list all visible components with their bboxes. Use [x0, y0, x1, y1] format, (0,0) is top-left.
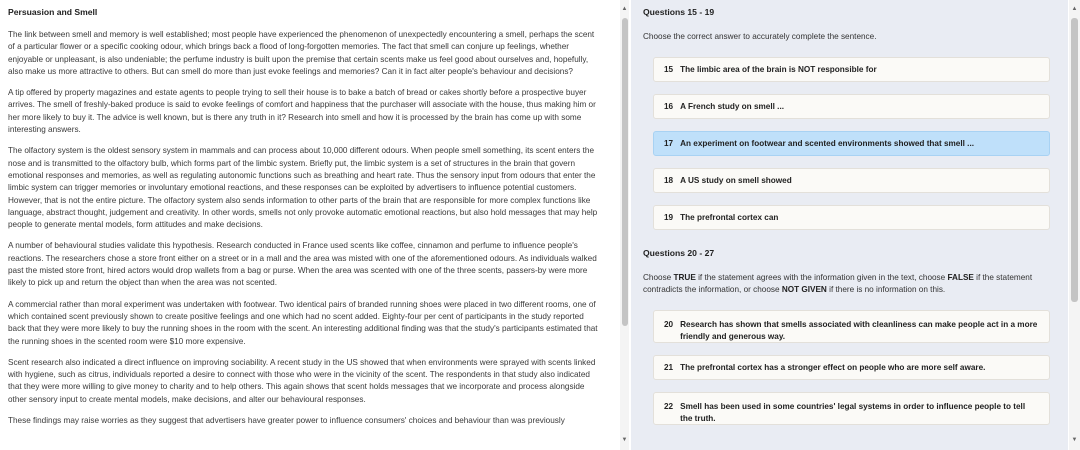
question-number: 22: [664, 402, 674, 411]
question-text: The prefrontal cortex has a stronger effect on people who are more self aware.: [680, 363, 986, 372]
question-number: 17: [664, 139, 674, 148]
questions-panel: [631, 0, 1068, 450]
passage-paragraph: These findings may raise worries as they suggest that advertisers have greater power to influence consumers' choices and behaviour than was previously: [8, 416, 565, 426]
question-text: The limbic area of the brain is NOT responsible for: [680, 65, 877, 74]
question-item-19[interactable]: [653, 205, 1050, 230]
question-item-18[interactable]: [653, 168, 1050, 193]
question-number: 21: [664, 363, 674, 372]
instruction-text: Choose: [643, 273, 674, 282]
question-item-22[interactable]: [653, 392, 1050, 425]
question-number: 20: [664, 320, 674, 329]
passage-paragraph: A commercial rather than moral experiment was undertaken with footwear. Two identical pairs of branded running shoes were placed in two different rooms, one of which contained scent previously shown to create positive feelings and one which had no scent added. Eighty-four per cent of participants in the study reported back that they were more likely to buy the running shoes in the room with the scent. An interesting additional finding was that the study's participants estimated that the running shoes in the scented room were $10 more expensive.: [8, 299, 598, 346]
question-text: An experiment on footwear and scented environments showed that smell ...: [680, 139, 975, 148]
passage-paragraph: A number of behavioural studies validate this hypothesis. Research conducted in France used scents like coffee, cinnamon and perfume to influence people's reactions. The researchers chose a store front either on a street or in a mall and the area was misted with one of the aforementioned odours. As individuals walked past the misted store front, hired actors would drop wallets from a bag or purse. When the area was scented with one of the three scents, passers-by were more likely to pick up and return the object than when the area was not scented.: [8, 241, 597, 288]
scroll-up-arrow-icon[interactable]: ▲: [621, 6, 628, 12]
questions-instruction: Choose the correct answer to accurately complete the sentence.: [643, 32, 877, 41]
instruction-text: if the statement contradicts the information, or choose: [643, 273, 1033, 294]
instruction-true-keyword: TRUE: [673, 273, 696, 282]
question-text: The prefrontal cortex can: [680, 213, 779, 222]
questions-section-2: [643, 248, 1050, 425]
question-number: 15: [664, 65, 674, 74]
passage-scrollbar[interactable]: [620, 0, 629, 450]
question-item-17[interactable]: [653, 131, 1050, 156]
question-text: A US study on smell showed: [680, 176, 792, 185]
instruction-text: if there is no information on this.: [826, 285, 946, 294]
passage-paragraph: The olfactory system is the oldest sensory system in mammals and can process about 10,000 different odours. When people smell something, its scent enters the nose and is transmitted to the olfactory bulb, which forms part of the limbic system. Briefly put, the limbic system is a set of structures in the brain that govern emotional responses and memories, as well as regulating autonomic functions such as breathing and heart rate. Thus the sensory input from odours that enter the limbic system can trigger memories or involuntary emotional reactions, and these responses can be exploited by advertisers to influence potential customers. However, that is not the entire picture. The olfactory system also sends information to other parts of the brain that are responsible for more complex functions like language, abstract thought, judgement and creativity. In other words, smells not only provoke automatic emotional reactions, but also hold messages that may help people to generate mental models, form attitudes and make decisions.: [8, 146, 598, 230]
passage-paragraph: Scent research also indicated a direct influence on improving sociability. A recent study in the US showed that when environments were sprayed with scents linked with hygiene, such as citrus, individuals reported a desire to connect with those who were in the vicinity of the scent. The respondents in that study also indicated that they were more willing to give money to charity and to help others. This again shows that scent holds messages that we incorporate and process alongside other sensory input to create mental models, make decisions, and alter our behavioural responses.: [8, 357, 596, 404]
passage-title: Persuasion and Smell: [8, 7, 98, 17]
question-list: [643, 57, 1050, 230]
question-item-20[interactable]: [653, 310, 1050, 343]
question-number: 19: [664, 213, 674, 222]
instruction-text: if the statement agrees with the information given in the text, choose: [695, 273, 948, 282]
passage-paragraph: The link between smell and memory is well established; most people have experienced the phenomenon of unexpectedly encountering a smell, perhaps the scent of a particular flower or a specific cooking odour, which brings back a flood of long-forgotten memories. The fact that smell can conjure up feelings, whether enjoyable or unpleasant, is also undeniable; the perfume industry is built upon the premise that certain scents make us feel good about ourselves and, hopefully, also make us more attractive to others. But can smell do more than just evoke feelings and memories? Can it in fact alter people's behaviour and decisions?: [8, 30, 595, 76]
scroll-down-arrow-icon[interactable]: ▼: [621, 437, 628, 443]
passage-paragraph: A tip offered by property magazines and estate agents to people trying to sell their house is to bake a batch of bread or cakes shortly before a prospective buyer arrives. The smell of freshly-baked produce is said to evoke feelings of comfort and happiness that the purchaser will associate with the house, thus making him or her more likely to buy it. The advice is well known, but is there any truth in it? Research into smell and how it is processed by the brain has come up with some interesting answers.: [8, 88, 596, 135]
questions-scrollbar-thumb[interactable]: [1071, 18, 1078, 302]
question-item-16[interactable]: [653, 94, 1050, 119]
scroll-down-arrow-icon[interactable]: ▼: [1071, 437, 1078, 443]
questions-heading: Questions 20 - 27: [643, 248, 715, 258]
question-number: 16: [664, 102, 674, 111]
question-text: A French study on smell ...: [680, 102, 784, 111]
questions-heading: Questions 15 - 19: [643, 7, 715, 17]
instruction-not-given-keyword: NOT GIVEN: [781, 285, 827, 294]
questions-scrollbar[interactable]: [1069, 0, 1080, 450]
instruction-false-keyword: FALSE: [947, 273, 974, 282]
question-number: 18: [664, 176, 674, 185]
questions-instruction: [643, 272, 1050, 296]
question-text: Research has shown that smells associated with cleanliness can make people act in a more friendly and generous way.: [680, 320, 1038, 341]
question-item-15[interactable]: [653, 57, 1050, 82]
passage-scrollbar-thumb[interactable]: [622, 18, 628, 326]
scroll-up-arrow-icon[interactable]: ▲: [1071, 6, 1078, 12]
question-text: Smell has been used in some countries' legal systems in order to influence people to tell the truth.: [680, 402, 1026, 423]
question-item-21[interactable]: [653, 355, 1050, 380]
question-list: [643, 310, 1050, 425]
